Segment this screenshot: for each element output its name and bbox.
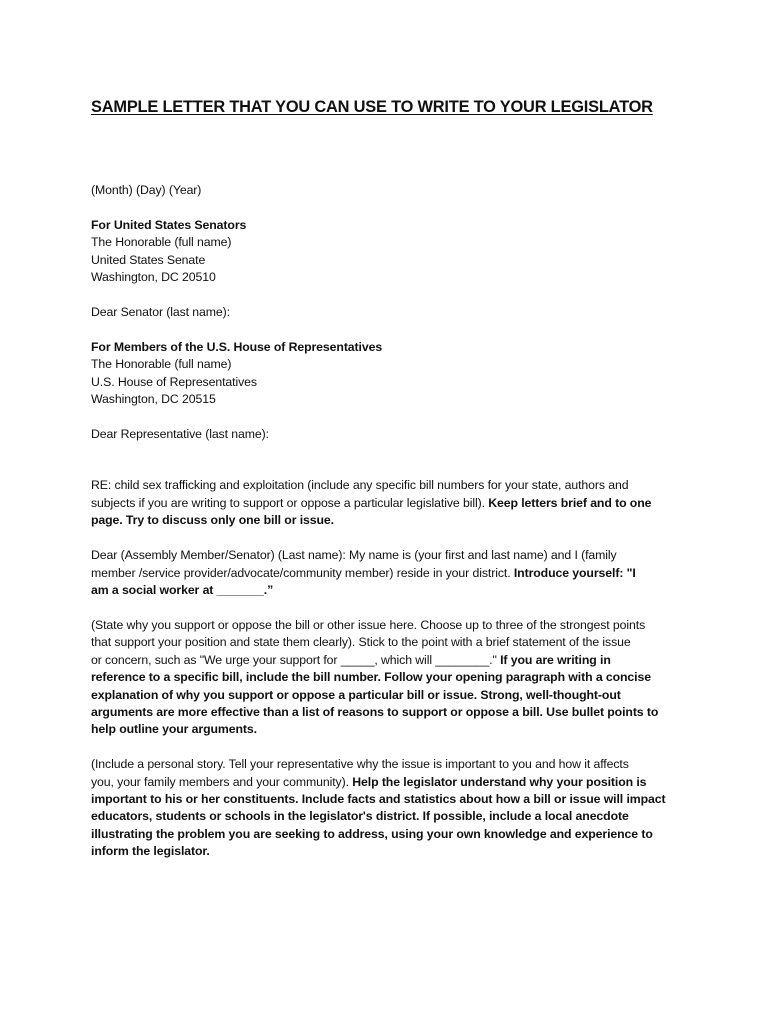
paragraph-line: Dear (Assembly Member/Senator) (Last name): My name is (your first and last name) and I (family: [91, 548, 617, 563]
house-address-block: [91, 339, 691, 409]
paragraph-text: or concern, such as "We urge your support for _____, which will ________.": [91, 652, 501, 667]
house-address-line: The Honorable (full name): [91, 357, 232, 372]
paragraph-text: member /service provider/advocate/community member) reside in your district.: [91, 565, 514, 580]
paragraph-text: subjects if you are writing to support or oppose a particular legislative bill).: [91, 495, 489, 510]
house-address-line: Washington, DC 20515: [91, 392, 216, 407]
house-heading: For Members of the U.S. House of Representatives: [91, 339, 383, 354]
paragraph-line: (State why you support or oppose the bill or other issue here. Choose up to three of the strongest points: [91, 617, 646, 632]
paragraph-line: arguments are more effective than a list of reasons to support or oppose a bill. Use bullet points to: [91, 704, 659, 719]
senators-address-line: United States Senate: [91, 252, 206, 267]
paragraph-line: page. Try to discuss only one bill or issue.: [91, 513, 334, 528]
paragraph-line: illustrating the problem you are seeking to address, using your own knowledge and experience to: [91, 826, 653, 841]
story-paragraph: [91, 756, 691, 860]
paragraph-emphasis: Introduce yourself: "I: [513, 565, 636, 580]
paragraph-line: inform the legislator.: [91, 844, 210, 859]
paragraph-line: (Include a personal story. Tell your representative why the issue is important to you and how it affects: [91, 757, 629, 772]
house-address-line: U.S. House of Representatives: [91, 374, 257, 389]
paragraph-line: that support your position and state them clearly). Stick to the point with a brief statement of the issue: [91, 635, 631, 650]
paragraph-line: help outline your arguments.: [91, 722, 257, 737]
paragraph-text: you, your family members and your community).: [91, 774, 353, 789]
senators-address-block: [91, 217, 691, 287]
position-paragraph: [91, 617, 691, 739]
paragraph-line: [91, 565, 691, 582]
paragraph-line: important to his or her constituents. Include facts and statistics about how a bill or issue will impact: [91, 792, 666, 807]
paragraph-emphasis: Help the legislator understand why your position is: [352, 774, 647, 789]
house-salutation: Dear Representative (last name):: [91, 427, 269, 442]
paragraph-emphasis: If you are writing in: [500, 652, 611, 667]
senators-heading: For United States Senators: [91, 217, 247, 232]
paragraph-line: reference to a specific bill, include the bill number. Follow your opening paragraph with a concise: [91, 670, 651, 685]
paragraph-emphasis: Keep letters brief and to one: [488, 495, 652, 510]
paragraph-line: [91, 652, 691, 669]
paragraph-line: [91, 774, 691, 791]
letter-page: [91, 96, 691, 878]
paragraph-line: RE: child sex trafficking and exploitation (include any specific bill numbers for your state, authors and: [91, 478, 629, 493]
senators-address-line: The Honorable (full name): [91, 235, 232, 250]
intro-paragraph: [91, 547, 691, 599]
paragraph-line: educators, students or schools in the legislator's district. If possible, include a local anecdote: [91, 809, 629, 824]
page-title: SAMPLE LETTER THAT YOU CAN USE TO WRITE TO YOUR LEGISLATOR: [91, 98, 653, 116]
re-paragraph: [91, 477, 691, 529]
senators-address-line: Washington, DC 20510: [91, 270, 216, 285]
date-line: (Month) (Day) (Year): [91, 183, 202, 197]
paragraph-line: explanation of why you support or oppose a particular bill or issue. Strong, well-thought-out: [91, 687, 621, 702]
paragraph-line: am a social worker at _______.”: [91, 583, 274, 597]
senators-salutation: Dear Senator (last name):: [91, 305, 230, 320]
paragraph-line: [91, 495, 691, 512]
